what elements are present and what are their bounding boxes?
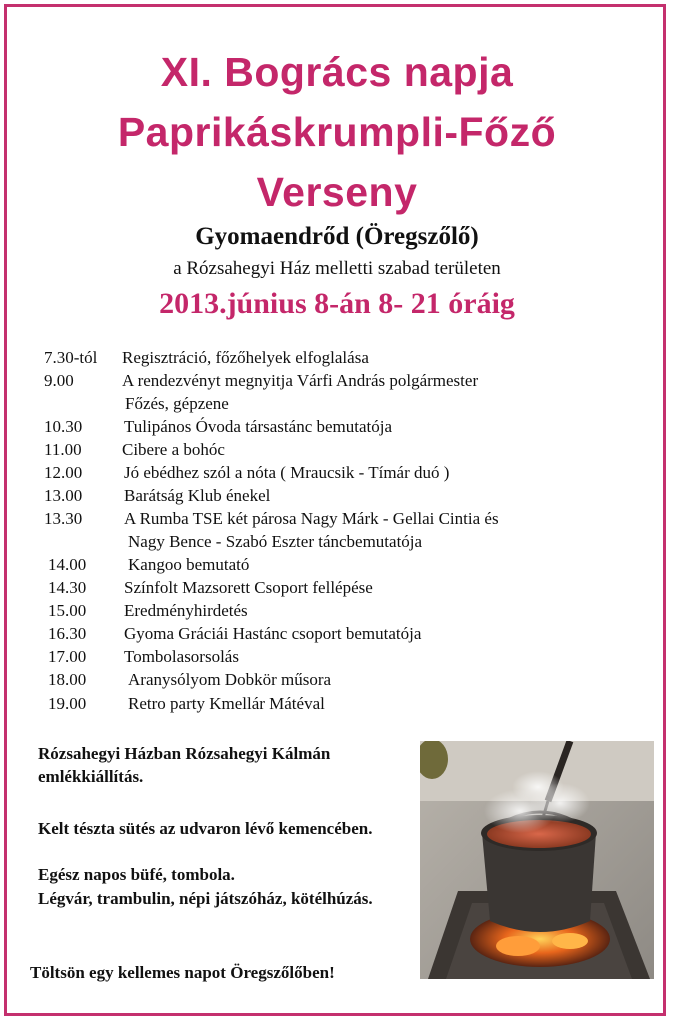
cauldron-photo bbox=[420, 741, 654, 979]
schedule-event: A Rumba TSE két párosa Nagy Márk - Gellai Cintia és bbox=[124, 509, 499, 528]
schedule-time: 19.00 bbox=[48, 694, 87, 713]
schedule-time: 14.30 bbox=[48, 578, 87, 597]
schedule-time: 7.30-tól bbox=[44, 348, 98, 367]
schedule-event: Eredményhirdetés bbox=[124, 601, 248, 620]
schedule-event: Kangoo bemutató bbox=[128, 555, 250, 574]
schedule-time: 17.00 bbox=[48, 647, 87, 666]
schedule-event: Gyoma Gráciái Hastánc csoport bemutatója bbox=[124, 624, 422, 643]
title-line-2: Paprikáskrumpli-Főző bbox=[117, 109, 557, 155]
event-date: 2013.június 8-án 8- 21 óráig bbox=[159, 287, 515, 320]
schedule-event: Retro party Kmellár Mátéval bbox=[128, 694, 325, 713]
schedule-time: 10.30 bbox=[44, 417, 83, 436]
title-line-3: Verseny bbox=[256, 169, 418, 215]
schedule-time: 18.00 bbox=[48, 670, 87, 689]
schedule-event: Barátság Klub énekel bbox=[124, 486, 271, 505]
title-line-1: XI. Bogrács napja bbox=[160, 49, 514, 95]
event-location: Gyomaendrőd (Öregszőlő) bbox=[195, 223, 479, 250]
schedule-event: Nagy Bence - Szabó Eszter táncbemutatója bbox=[128, 532, 423, 551]
schedule-time: 14.00 bbox=[48, 555, 87, 574]
schedule-time: 11.00 bbox=[44, 440, 82, 459]
schedule-event: Aranysólyom Dobkör műsora bbox=[128, 670, 332, 689]
closing-note: Töltsön egy kellemes napot Öregszőlőben! bbox=[30, 963, 335, 982]
schedule-time: 12.00 bbox=[44, 463, 83, 482]
schedule-time: 9.00 bbox=[44, 371, 74, 390]
schedule-event: A rendezvényt megnyitja Várfi András polgármester bbox=[122, 371, 479, 390]
exhibition-note: Rózsahegyi Házban Rózsahegyi Kálmán emlékkiállítás. bbox=[38, 744, 331, 786]
schedule-time: 16.30 bbox=[48, 624, 87, 643]
schedule-event: Tulipános Óvoda társastánc bemutatója bbox=[124, 417, 393, 436]
schedule-event: Színfolt Mazsorett Csoport fellépése bbox=[124, 578, 373, 597]
schedule-event: Tombolasorsolás bbox=[124, 647, 239, 666]
schedule-event: Regisztráció, főzőhelyek elfoglalása bbox=[122, 348, 369, 367]
baking-note: Kelt tészta sütés az udvaron lévő kemencében. bbox=[38, 819, 373, 838]
schedule-time: 13.00 bbox=[44, 486, 83, 505]
event-venue: a Rózsahegyi Ház melletti szabad területen bbox=[173, 258, 501, 279]
schedule-event: Cibere a bohóc bbox=[122, 440, 225, 459]
schedule-time: 15.00 bbox=[48, 601, 87, 620]
schedule-time: 13.30 bbox=[44, 509, 83, 528]
buffet-note: Egész napos büfé, tombola. bbox=[38, 865, 235, 884]
cauldron-illustration bbox=[420, 741, 654, 979]
games-note: Légvár, trambulin, népi játszóház, kötélhúzás. bbox=[38, 889, 373, 908]
schedule-event: Jó ebédhez szól a nóta ( Mraucsik - Tímár duó ) bbox=[124, 463, 450, 482]
schedule-event: Főzés, gépzene bbox=[125, 394, 229, 413]
